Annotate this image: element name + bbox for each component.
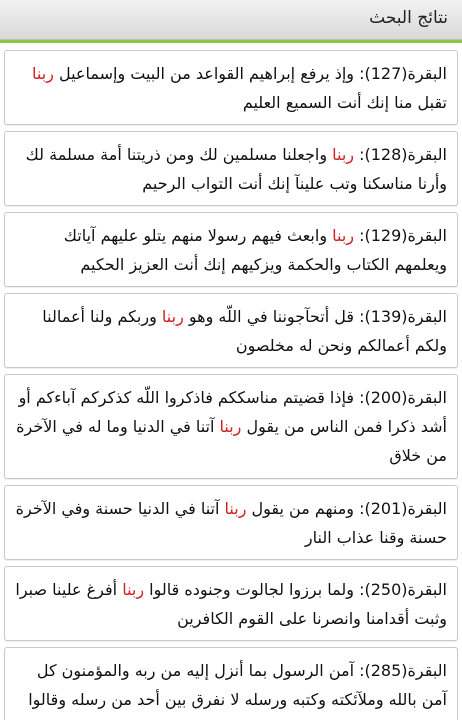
verse-text: آمن الرسول بما أنزل إليه من ربه والمؤمنون كل آمن بالله وملآئكته وكتبه ورسله لا نفرق بين أحد من رسله وقالوا (28, 661, 447, 709)
verse-text: وابعث فيهم رسولا منهم يتلو عليهم آياتك ويعلمهم الكتاب والحكمة ويزكيهم إنك أنت العزيز الحكيم (63, 226, 447, 274)
result-item[interactable] (4, 50, 458, 125)
verse-text: فإذا قضيتم مناسككم فاذكروا اللّه كذكركم آباءكم أو أشد ذكرا فمن الناس من يقول (18, 388, 447, 436)
result-item[interactable] (4, 131, 458, 206)
surah-ayah-ref: البقرة(250): (354, 580, 447, 599)
result-item[interactable] (4, 566, 458, 641)
search-keyword: ربنا (122, 580, 145, 599)
search-keyword: ربنا (332, 226, 355, 245)
result-item[interactable] (4, 212, 458, 287)
surah-ayah-ref: البقرة(201): (354, 499, 447, 518)
verse-text: وإذ يرفع إبراهيم القواعد من البيت وإسماعيل (53, 64, 355, 83)
surah-ayah-ref: البقرة(129): (354, 226, 447, 245)
surah-ayah-ref: البقرة(285): (354, 661, 447, 680)
verse-text: تقبل منا إنك أنت السميع العليم (242, 93, 447, 112)
verse-text: وربكم ولنا أعمالنا ولكم أعمالكم ونحن له مخلصون (42, 307, 447, 355)
verse-text: آتنا في الدنيا حسنة وفي الآخرة حسنة وقنا عذاب النار (15, 499, 447, 547)
search-keyword: ربنا (161, 307, 184, 326)
verse-text: واجعلنا مسلمين لك ومن ذريتنا أمة مسلمة لك وأرنا مناسكنا وتب علينآ إنك أنت التواب الرحيم (25, 145, 447, 193)
search-keyword: ربنا (224, 499, 247, 518)
page-title: نتائج البحث (369, 8, 448, 28)
surah-ayah-ref: البقرة(128): (354, 145, 447, 164)
result-item[interactable] (4, 647, 458, 720)
results-list[interactable] (0, 43, 462, 720)
surah-ayah-ref: البقرة(139): (354, 307, 447, 326)
verse-text: ومنهم من يقول (246, 499, 355, 518)
verse-text: قل أتحآجوننا في اللّه وهو (183, 307, 355, 326)
surah-ayah-ref: البقرة(200): (354, 388, 447, 407)
search-keyword: ربنا (219, 417, 242, 436)
title-bar (0, 0, 462, 40)
search-keyword: ربنا (32, 64, 54, 83)
result-item[interactable] (4, 374, 458, 479)
verse-text: أفرغ علينا صبرا وثبت أقدامنا وانصرنا على القوم الكافرين (15, 580, 447, 628)
result-item[interactable] (4, 293, 458, 368)
verse-text: آتنا في الدنيا وما له في الآخرة من خلاق (16, 417, 447, 465)
surah-ayah-ref: البقرة(127): (354, 64, 447, 83)
result-item[interactable] (4, 485, 458, 560)
verse-text: ولما برزوا لجالوت وجنوده قالوا (144, 580, 355, 599)
search-keyword: ربنا (332, 145, 355, 164)
